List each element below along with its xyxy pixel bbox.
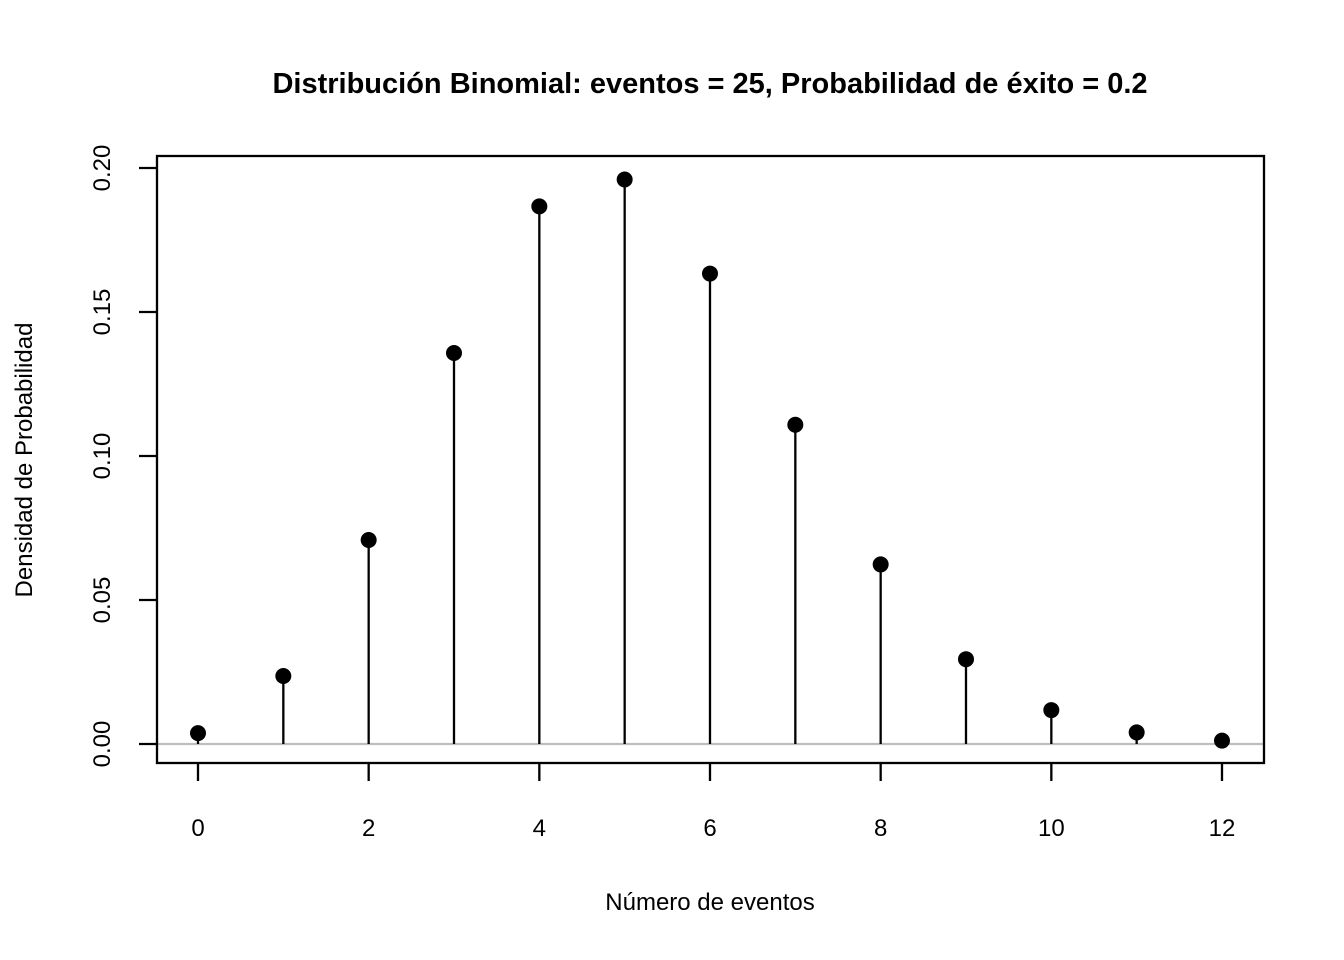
data-point <box>702 266 718 282</box>
x-tick-label: 8 <box>873 815 888 842</box>
x-tick-label: 12 <box>1208 815 1236 842</box>
x-tick-label: 10 <box>1037 815 1065 842</box>
x-tick-label: 0 <box>191 815 205 842</box>
data-point <box>1129 724 1145 740</box>
data-point <box>531 198 547 214</box>
y-tick-label: 0.20 <box>89 144 116 192</box>
y-tick-label: 0.10 <box>89 432 116 480</box>
data-point <box>190 725 206 741</box>
data-point <box>1043 702 1059 718</box>
data-point <box>1214 733 1230 749</box>
x-tick-label: 2 <box>361 815 376 842</box>
data-point <box>617 171 633 187</box>
data-point <box>446 345 462 361</box>
x-tick-label: 4 <box>532 815 547 842</box>
data-point <box>361 532 377 548</box>
chart-title: Distribución Binomial: eventos = 25, Probabilidad de éxito = 0.2 <box>272 68 1148 100</box>
x-tick-label: 6 <box>703 815 717 842</box>
data-point <box>275 668 291 684</box>
x-axis-title: Número de eventos <box>605 889 815 916</box>
data-point <box>873 556 889 572</box>
y-tick-label: 0.05 <box>89 576 116 624</box>
y-axis-title: Densidad de Probabilidad <box>11 322 38 598</box>
data-point <box>787 417 803 433</box>
data-point <box>958 651 974 667</box>
y-tick-label: 0.00 <box>89 720 116 768</box>
y-tick-label: 0.15 <box>89 288 116 336</box>
